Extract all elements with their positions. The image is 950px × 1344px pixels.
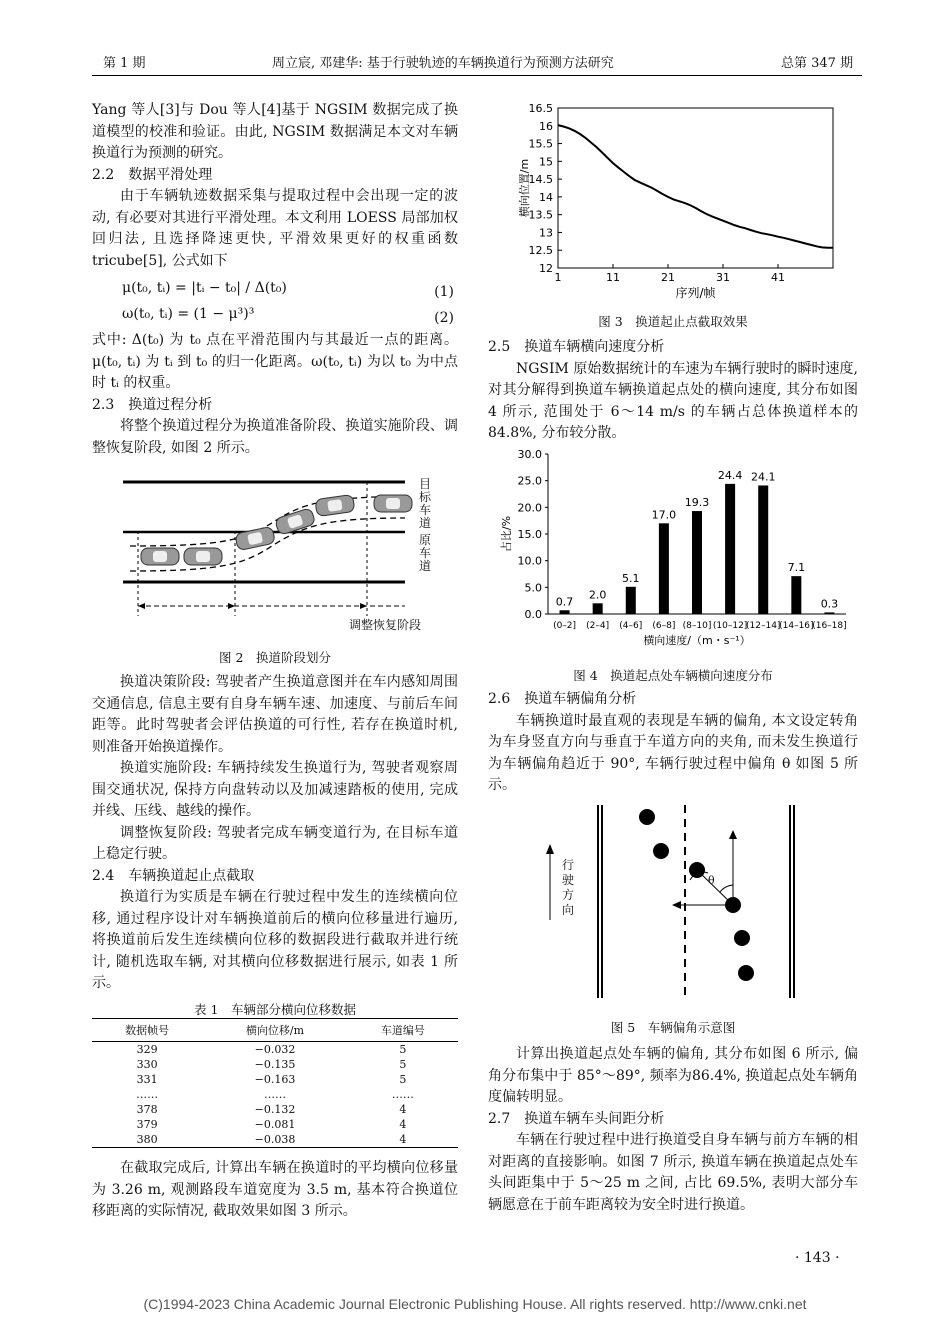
y-tick-label: 13: [539, 226, 553, 240]
x-tick-label: (2–4]: [586, 621, 610, 631]
table-cell: 329: [136, 1043, 158, 1056]
table-cell: ……: [136, 1088, 159, 1101]
car-6: [374, 495, 412, 512]
bar-value-label: 19.3: [684, 496, 710, 510]
table-1-caption: 表 1 车辆部分横向位移数据: [194, 1002, 356, 1017]
table-row: [92, 1042, 458, 1058]
equation-2-number: (2): [434, 310, 454, 326]
recovery-phase-paragraph: 调整恢复阶段: 驾驶者完成车辆变道行为, 在目标车道上稳定行驶。: [92, 824, 458, 862]
section-2-6-heading: 2.6 换道车辆偏角分析: [488, 691, 637, 707]
vehicle-point: [653, 843, 669, 859]
figure-5-caption: 图 5 车辆偏角示意图: [610, 1020, 736, 1035]
table-row: [92, 1087, 458, 1102]
car-1: [141, 548, 179, 565]
section-2-5-heading: 2.5 换道车辆横向速度分析: [488, 339, 665, 355]
table-cell: −0.132: [254, 1103, 296, 1116]
bar-value-label: 24.4: [717, 468, 743, 482]
y-tick-label: 15.5: [528, 137, 553, 151]
post-table-paragraph: 在截取完成后, 计算出车辆在换道时的平均横向位移量为 3.26 m, 观测路段车道宽度为 3.5 m, 基本符合换道位移距离的实际情况, 截取效果如图 3 所示。: [92, 1160, 458, 1219]
section-2-3-heading: 2.3 换道过程分析: [92, 396, 213, 413]
bar: [593, 603, 603, 614]
y-tick-label: 14: [539, 190, 553, 204]
equation-1-body: μ(t₀, tᵢ) = |tᵢ − t₀| / Δ(t₀): [122, 280, 287, 296]
lateral-position-chart: [488, 96, 858, 301]
section-2-5-paragraph: NGSIM 原始数据统计的车速为车辆行驶时的瞬时速度, 对其分解得到换道车辆换道起点处的横向速度, 其分布如图 4 所示, 范围处于 6～14 m/s 的车辆占总体换道样本的 84.8%, 分布较分散。: [488, 360, 858, 441]
car-5: [315, 494, 355, 516]
bar-value-label: 0.7: [555, 595, 574, 609]
figure-3: [488, 96, 858, 301]
arrow-head-2: [228, 603, 235, 609]
x-tick-label: 31: [716, 271, 730, 284]
table-header: 横向位移/m: [202, 1019, 348, 1042]
bar-value-label: 5.1: [622, 571, 640, 585]
vehicle-point: [738, 965, 754, 981]
x-tick-label: 11: [606, 271, 620, 284]
section-2-2-paragraph: 由于车辆轨迹数据采集与提取过程中会出现一定的波动, 有必要对其进行平滑处理。本文利用 LOESS 局部加权回归法, 且选择降速更快, 平滑效果更好的权重函数 tricube[5], 公式如下: [92, 188, 458, 269]
x-tick-label: (4–6]: [619, 621, 643, 631]
x-tick-label: (12–14]: [746, 621, 781, 631]
table-cell: −0.038: [202, 1132, 348, 1148]
table-cell: −0.032: [254, 1043, 296, 1056]
table-cell: 331: [136, 1073, 158, 1086]
x-tick-label: (8–10]: [682, 621, 712, 631]
table-cell: 5: [399, 1073, 407, 1086]
table-cell: −0.135: [254, 1058, 296, 1071]
lateral-arrow-head: [672, 901, 681, 909]
equation-description: 式中: Δ(t₀) 为 t₀ 点在平滑范围内与其最近一点的距离。μ(t₀, tᵢ) 为 tᵢ 到 t₀ 的归一化距离。ω(t₀, tᵢ) 为以 t₀ 为中点时 tᵢ 的权重。: [92, 332, 458, 391]
table-cell: −0.163: [254, 1073, 296, 1086]
y-tick-label: 16: [539, 119, 553, 133]
bar-value-label: 0.3: [820, 597, 839, 611]
x-axis-label: 横向速度/（m・s⁻¹）: [643, 634, 751, 647]
section-2-7-heading: 2.7 换道车辆车头间距分析: [488, 1110, 665, 1127]
table-cell: 330: [136, 1058, 158, 1071]
left-column: [92, 100, 458, 459]
table-header: 数据帧号: [92, 1019, 202, 1042]
table-row: [92, 1102, 458, 1117]
y-tick-label: 15: [539, 155, 553, 169]
figure-2-caption: 图 2 换道阶段划分: [219, 650, 331, 665]
table-header: 车道编号: [348, 1019, 458, 1042]
table-cell: 5: [399, 1058, 407, 1071]
x-tick-label: 21: [661, 271, 675, 284]
vehicle-point: [639, 809, 655, 825]
y-axis-label: 横向位置/m: [518, 158, 531, 218]
left-column-lower: [92, 672, 458, 995]
table-cell: 4: [399, 1103, 407, 1116]
running-title: 周立宸, 邓建华: 基于行驶轨迹的车辆换道行为预测方法研究: [272, 56, 614, 71]
y-tick-label: 5.0: [524, 581, 542, 595]
table-row: [92, 1132, 458, 1148]
bar: [791, 576, 801, 614]
table-cell: 379: [136, 1118, 158, 1131]
table-cell: −0.081: [254, 1118, 296, 1131]
bar: [659, 523, 669, 614]
bar: [626, 587, 636, 614]
section-2-3-paragraph: 将整个换道过程分为换道准备阶段、换道实施阶段、调整恢复阶段, 如图 2 所示。: [92, 418, 458, 456]
equation-1: [92, 278, 458, 304]
lane-change-diagram: [105, 476, 450, 636]
bar: [824, 612, 834, 614]
vertical-arrow-head: [729, 830, 737, 839]
table-row: [92, 1072, 458, 1087]
right-column-end: [488, 1044, 858, 1216]
driving-direction-label: 行驶方向: [562, 858, 575, 917]
left-column-end: [92, 1158, 458, 1223]
vehicle-point: [734, 930, 750, 946]
bar-value-label: 17.0: [651, 508, 677, 522]
direction-arrow-head: [546, 844, 554, 854]
x-axis-label: 序列/帧: [675, 286, 716, 300]
section-2-4-paragraph: 换道行为实质是车辆在行驶过程中发生的连续横向位移, 通过程序设计对车辆换道前后的横向位移量进行遍历, 将换道前后发生连续横向位移的数据段进行截取并进行统计, 随机选取车辆, 对其横向位移数据进行展示, 如表 1 所示。: [92, 889, 458, 991]
arrow-head-3: [360, 603, 367, 609]
table-cell: 4: [399, 1118, 407, 1131]
section-2-6-paragraph: 车辆换道时最直观的表现是车辆的偏角, 本文设定转角为车身竖直方向与垂直于车道方向的夹角, 而未发生换道行为车辆偏角趋近于 90°, 车辆行驶过程中偏角 θ 如图 5 所示。: [488, 712, 858, 793]
x-tick-label: (0–2]: [553, 621, 577, 631]
bar-value-label: 2.0: [588, 588, 607, 602]
lateral-speed-bar-chart: [488, 444, 858, 659]
arrow-head-1: [138, 603, 145, 609]
y-tick-label: 16.5: [528, 102, 553, 115]
y-tick-label: 20.0: [517, 501, 542, 515]
table-cell: ……: [263, 1088, 286, 1101]
right-column-mid: [488, 689, 858, 797]
intro-paragraph: Yang 等人[3]与 Dou 等人[4]基于 NGSIM 数据完成了换道模型的校准和验证。由此, NGSIM 数据满足本文对车辆换道行为预测的研究。: [92, 102, 458, 161]
car-2: [184, 548, 222, 565]
table-row: [92, 1117, 458, 1132]
y-tick-label: 30.0: [517, 448, 542, 461]
issue-number: 第 1 期: [103, 56, 146, 71]
bar: [758, 485, 768, 614]
plot-frame: [558, 108, 833, 268]
x-tick-label: (6–8]: [652, 621, 676, 631]
y-tick-label: 14.5: [528, 173, 553, 187]
bar-value-label: 24.1: [750, 470, 776, 484]
label-target-lane: 目标车道: [419, 477, 432, 530]
x-tick-label: 41: [771, 271, 785, 284]
table-cell: 5: [399, 1043, 407, 1056]
angle-arc: [720, 885, 733, 892]
figure-2: [105, 476, 450, 636]
bar-value-label: 7.1: [787, 561, 806, 575]
total-issue: 总第 347 期: [781, 56, 854, 71]
page-number: · 143 ·: [795, 1250, 840, 1266]
figure-3-caption: 图 3 换道起止点截取效果: [598, 314, 748, 329]
y-tick-label: 12.5: [528, 244, 553, 258]
equation-1-number: (1): [434, 284, 454, 300]
table-1: [92, 1018, 458, 1148]
bar: [692, 511, 702, 614]
heading-line: [697, 870, 733, 905]
yaw-distribution-paragraph: 计算出换道起点处车辆的偏角, 其分布如图 6 所示, 偏角分布集中于 85°～89°, 频率为86.4%, 换道起点处车辆角度偏转明显。: [488, 1046, 858, 1105]
y-tick-label: 25.0: [517, 474, 542, 488]
x-tick-label: (10–12]: [712, 621, 748, 631]
label-adjust-phase: 调整恢复阶段: [349, 618, 422, 632]
bar: [560, 610, 570, 614]
figure-4: [488, 444, 858, 659]
label-original-lane: 原车道: [419, 533, 432, 573]
theta-label: θ: [708, 874, 715, 887]
y-tick-label: 15.0: [517, 528, 542, 541]
y-tick-label: 13.5: [528, 208, 553, 222]
section-2-2-heading: 2.2 数据平滑处理: [92, 166, 213, 183]
lateral-position-line: [558, 125, 833, 248]
yaw-angle-diagram: [540, 800, 810, 1000]
table-cell: ……: [391, 1088, 414, 1101]
bar: [725, 484, 735, 614]
y-tick-label: 12: [539, 262, 553, 275]
y-tick-label: 10.0: [517, 554, 542, 568]
y-axis-label: 占比/%: [500, 515, 513, 553]
lateral-displacement-table: [92, 1018, 458, 1148]
table-cell: 4: [348, 1132, 458, 1148]
section-2-7-paragraph: 车辆在行驶过程中进行换道受自身车辆与前方车辆的相对距离的直接影响。如图 7 所示, 换道车辆在换道起点处车头间距集中于 5～25 m 之间, 占比 69.5%, 表明大部分车辆愿意在于前车距离较为安全时进行换道。: [488, 1132, 858, 1213]
table-row: [92, 1057, 458, 1072]
equation-2-body: ω(t₀, tᵢ) = (1 − μ³)³: [122, 306, 255, 322]
table-cell: 380: [92, 1132, 202, 1148]
equation-2: [92, 304, 458, 330]
copyright-footer: (C)1994-2023 China Academic Journal Electronic Publishing House. All rights reserved. http://www.cnki.net: [143, 1296, 807, 1312]
table-cell: 378: [136, 1103, 158, 1116]
x-tick-label: (14–16]: [779, 621, 814, 631]
figure-4-caption: 图 4 换道起点处车辆横向速度分布: [573, 668, 773, 683]
figure-5: [540, 800, 810, 1000]
decision-phase-paragraph: 换道决策阶段: 驾驶者产生换道意图并在车内感知周围交通信息, 信息主要有自身车辆车速、加速度、与前后车间距等。此时驾驶者会评估换道的可行性, 若存在换道时机, 则准备开始换道操作。: [92, 674, 458, 755]
x-tick-label: 1: [554, 271, 562, 284]
execution-phase-paragraph: 换道实施阶段: 车辆持续发生换道行为, 驾驶者观察周围交通状况, 保持方向盘转动以及加减速踏板的使用, 完成并线、压线、越线的操作。: [92, 760, 458, 819]
y-tick-label: 0.0: [524, 608, 542, 621]
header-rule: [92, 75, 862, 76]
x-tick-label: (16–18]: [812, 621, 847, 631]
right-column: [488, 337, 858, 445]
section-2-4-heading: 2.4 车辆换道起止点截取: [92, 867, 255, 884]
